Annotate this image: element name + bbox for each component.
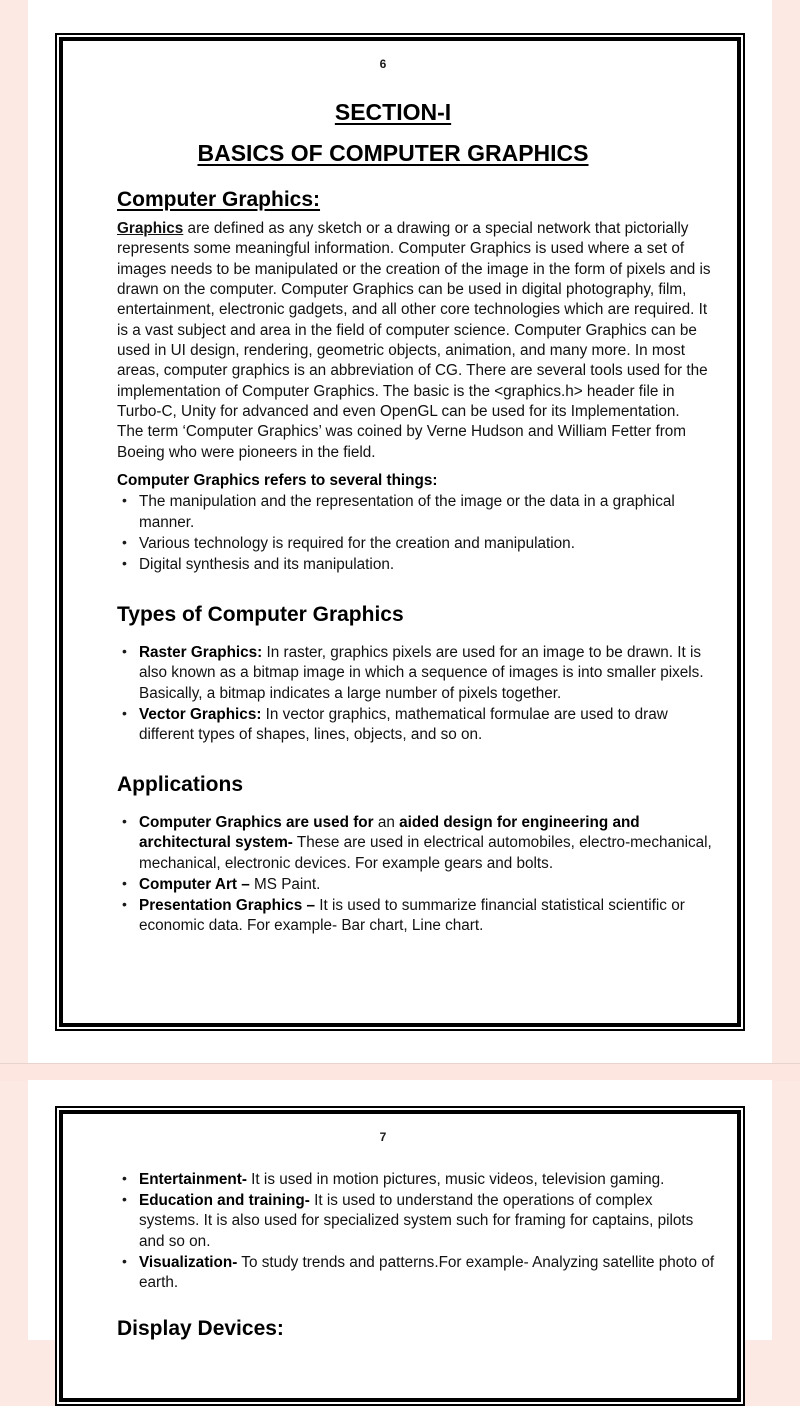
list-item-label: Vector Graphics: [139,705,262,723]
list-item-text: In vector graphics, mathematical formulae are used to draw different types of shapes, lines, objects, and so on. [139,705,668,743]
list-item-text: These are used in electrical automobiles, electro-mechanical, mechanical, electronic devices. For example gears and bolts. [139,834,712,872]
list-item [117,896,717,936]
list-item [117,1253,717,1293]
list-item-label-primary: Computer Art – [139,875,250,893]
list-item-label: Visualization- [139,1253,238,1271]
page-subtitle: BASICS OF COMPUTER GRAPHICS [197,140,589,166]
list-item-label: Education and training- [139,1192,310,1210]
list-item [117,705,717,745]
list-item [117,643,717,704]
list-item [117,813,717,874]
list-item-text: It is used in motion pictures, music videos, television gaming. [246,1171,665,1188]
paragraph-graphics-definition [117,219,717,422]
page-number: 7 [379,1130,387,1144]
list-item-connector: an [373,814,400,832]
list-item-text: It is used to understand the operations of complex systems. It is also used for specialized system such for framing for captains, pilots and so on. [139,1192,694,1250]
page-number: 6 [379,57,387,71]
page-border-inner [59,37,741,1027]
applications-bullet-list [117,813,717,936]
list-item [117,1191,717,1252]
page-border-outer [55,1106,745,1406]
heading-display-devices: Display Devices: [117,1317,284,1341]
list-item [117,875,717,895]
page-border-outer [55,33,745,1031]
paragraph-lead-term: Graphics [117,220,184,237]
heading-types-of-computer-graphics: Types of Computer Graphics [117,603,404,627]
list-item: • Digital synthesis and its manipulation. [117,555,717,575]
list-item-label-primary: Presentation Graphics – [139,896,315,914]
page-1-content [63,41,737,1023]
page-2-content [63,1114,737,1398]
list-item-label-primary: Computer Graphics are used for [139,814,374,832]
types-bullet-list [117,643,717,745]
page-separator [0,1063,800,1081]
applications-continued-bullet-list [117,1170,717,1293]
list-item [117,1170,717,1190]
list-item-label: Raster Graphics: [139,644,263,662]
document-page-2 [28,1080,772,1340]
list-item-text: It is used to summarize financial statistical scientific or economic data. For example- Bar chart, Line chart. [139,896,685,935]
heading-applications: Applications [117,773,244,797]
heading-computer-graphics: Computer Graphics: [117,188,321,211]
list-item: • Various technology is required for the creation and manipulation. [117,534,717,554]
refers-bullet-list [117,492,717,575]
page-border-inner [59,1110,741,1402]
list-item-text: In raster, graphics pixels are used for an image to be drawn. It is also known as a bitmap image in which a sequence of images is into smaller pixels. Basically, a bitmap indicates a large number of pixels together. [139,644,704,702]
list-item-text: To study trends and patterns.For example- Analyzing satellite photo of earth. [139,1253,715,1291]
list-item-label: Entertainment- [139,1171,247,1188]
heading-refers-to-several-things: Computer Graphics refers to several things: [117,472,438,490]
list-item-label-secondary: aided design for engineering and architectural system- [139,814,640,852]
document-page-1 [28,0,772,1063]
list-item-text: MS Paint. [249,875,321,893]
paragraph-term-origin: The term ‘Computer Graphics’ was coined by Verne Hudson and William Fetter from Boeing who were pioneers in the field. [117,423,687,461]
page-title: SECTION-I [334,99,452,125]
list-item: • The manipulation and the representation of the image or the data in a graphical manner. [117,492,717,532]
paragraph-body: are defined as any sketch or a drawing or a special network that pictorially represents some meaningful information. Computer Graphics is used where a set of images needs to be manipulated or the creation of the image in the form of pixels and is drawn on the computer. Computer Graphics can be used in digital photography, film, entertainment, electronic gadgets, and all other core technologies which are required. It is a vast subject and area in the field of computer science. Computer Graphics can be used in UI design, rendering, geometric objects, animation, and many more. In most areas, computer graphics is an abbreviation of CG. There are several tools used for the implementation of Computer Graphics. The basic is the <graphics.h> header file in Turbo-C, Unity for advanced and even OpenGL can be used for its Implementation. [117,220,711,421]
